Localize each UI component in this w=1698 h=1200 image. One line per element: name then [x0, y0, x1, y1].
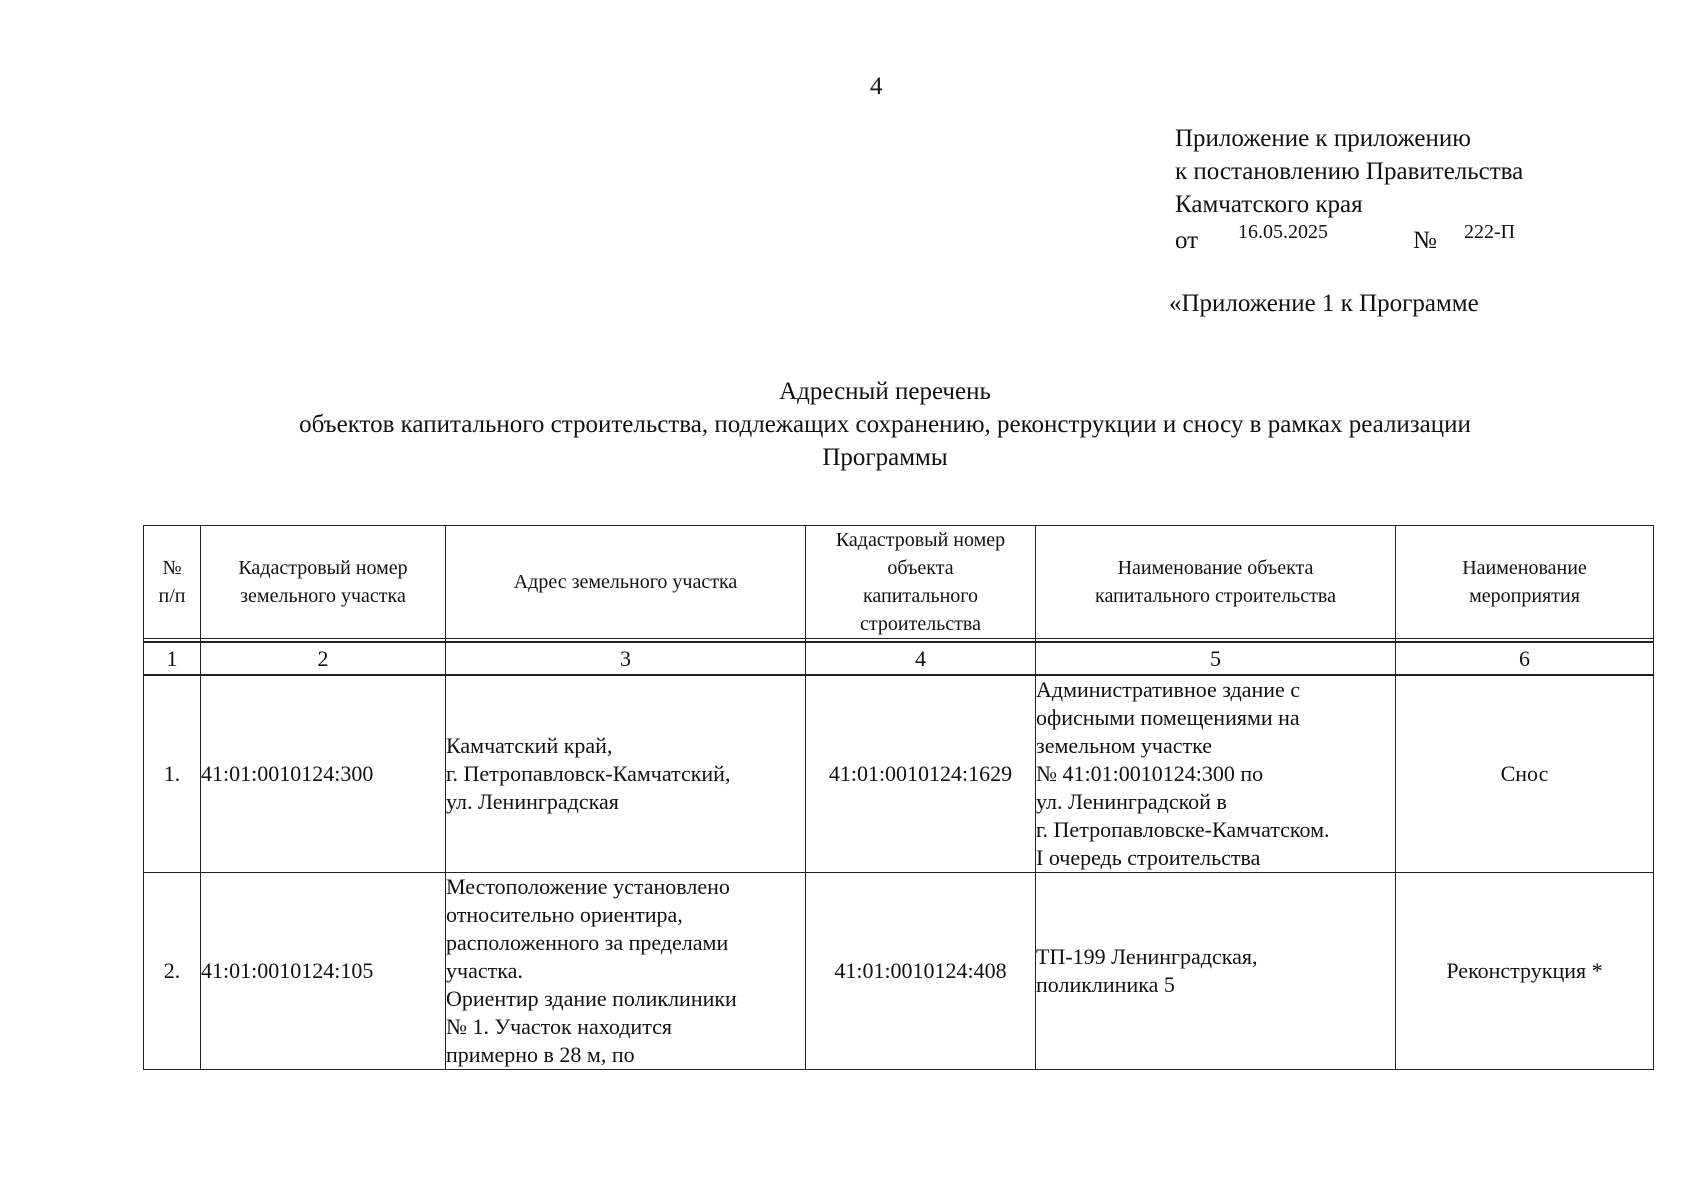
appendix-ot-label: от [1175, 227, 1199, 254]
object-cadastral-number: 41:01:0010124:408 [806, 873, 1036, 1070]
header-object-cadastral: Кадастровый номер объекта капитального строительства [806, 526, 1036, 639]
appendix-line-1: Приложение к приложению [1175, 125, 1471, 152]
appendix-number-sign: № [1413, 227, 1437, 254]
column-index: 4 [806, 642, 1036, 675]
action-name: Реконструкция * [1396, 873, 1654, 1070]
land-address: Камчатский край, г. Петропавловск-Камчатский, ул. Ленинградская [446, 675, 806, 873]
program-appendix-label: «Приложение 1 к Программе [1169, 290, 1479, 317]
header-number: № п/п [144, 526, 201, 639]
column-index: 5 [1036, 642, 1396, 675]
title-line-3: Программы [822, 444, 948, 471]
appendix-document-number: 222-П [1464, 221, 1516, 243]
table-row [144, 675, 1654, 873]
land-cadastral-number: 41:01:0010124:105 [201, 873, 446, 1070]
column-index: 6 [1396, 642, 1654, 675]
column-index: 2 [201, 642, 446, 675]
row-number: 2. [144, 873, 201, 1070]
document-title [0, 375, 1698, 474]
action-name: Снос [1396, 675, 1654, 873]
appendix-line-2: к постановлению Правительства [1175, 158, 1524, 185]
column-index: 1 [144, 642, 201, 675]
header-object-name: Наименование объекта капитального строительства [1036, 526, 1396, 639]
header-land-cadastral: Кадастровый номер земельного участка [201, 526, 446, 639]
column-index-row [144, 642, 1654, 675]
title-line-1: Адресный перечень [779, 378, 991, 405]
table-header-row [144, 526, 1654, 639]
object-name: ТП-199 Ленинградская, поликлиника 5 [1036, 873, 1396, 1070]
object-cadastral-number: 41:01:0010124:1629 [806, 675, 1036, 873]
table-row [144, 873, 1654, 1070]
title-line-2: объектов капитального строительства, подлежащих сохранению, реконструкции и сносу в рамках реализации [299, 411, 1471, 438]
appendix-line-3: Камчатского края [1175, 191, 1363, 218]
appendix-date-line [1175, 221, 1523, 261]
header-action: Наименование мероприятия [1396, 526, 1654, 639]
page-number: 4 [870, 73, 883, 100]
appendix-date: 16.05.2025 [1238, 221, 1328, 243]
header-address: Адрес земельного участка [446, 526, 806, 639]
appendix-header [1175, 122, 1523, 261]
objects-table [143, 525, 1654, 1070]
row-number: 1. [144, 675, 201, 873]
land-cadastral-number: 41:01:0010124:300 [201, 675, 446, 873]
object-name: Административное здание с офисными помещениями на земельном участке № 41:01:0010124:300 по ул. Ленинградской в г. Петропавловске-Камчатском. I очередь строительства [1036, 675, 1396, 873]
land-address: Местоположение установлено относительно ориентира, расположенного за пределами участка. Ориентир здание поликлиники № 1. Участок находится примерно в 28 м, по [446, 873, 806, 1070]
column-index: 3 [446, 642, 806, 675]
